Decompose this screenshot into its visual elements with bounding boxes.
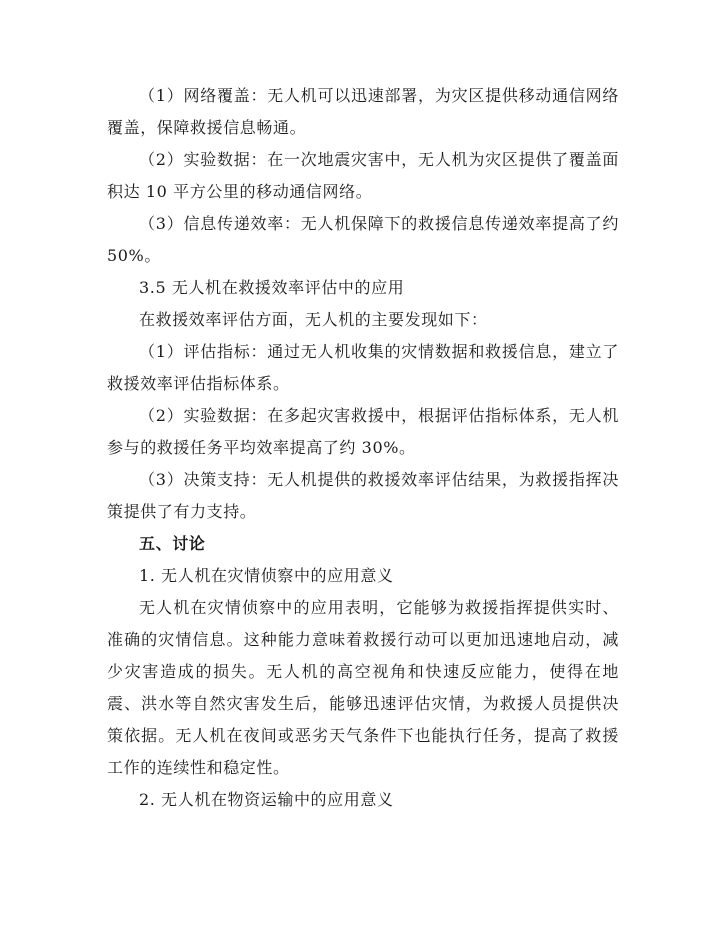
section-heading-discussion: 五、讨论 [139,534,206,553]
subsection-title-material-transport: 2. 无人机在物资运输中的应用意义 [139,790,394,809]
subsection-title-rescue-efficiency: 3.5 无人机在救援效率评估中的应用 [139,278,405,297]
paragraph-network-coverage: （1）网络覆盖：无人机可以迅速部署，为灾区提供移动通信网络覆盖，保障救援信息畅通。 [107,86,619,137]
subsection-title-reconnaissance: 1. 无人机在灾情侦察中的应用意义 [139,566,394,585]
paragraph-evaluation-indicators: （1）评估指标：通过无人机收集的灾情数据和救援信息，建立了救援效率评估指标体系。 [107,342,619,393]
paragraph-experiment-data-coverage: （2）实验数据：在一次地震灾害中，无人机为灾区提供了覆盖面积达 10 平方公里的移动通信网络。 [107,150,619,201]
paragraph-reconnaissance-significance: 无人机在灾情侦察中的应用表明，它能够为救援指挥提供实时、准确的灾情信息。这种能力意味着救援行动可以更加迅速地启动，减少灾害造成的损失。无人机的高空视角和快速反应能力，使得在地震、洪水等自然灾害发生后，能够迅速评估灾情，为救援人员提供决策依据。无人机在夜间或恶劣天气条件下也能执行任务，提高了救援工作的连续性和稳定性。 [107,598,619,777]
paragraph-efficiency-intro: 在救援效率评估方面，无人机的主要发现如下： [139,310,488,329]
paragraph-decision-support: （3）决策支持：无人机提供的救援效率评估结果，为救援指挥决策提供了有力支持。 [107,470,619,521]
document-body [107,80,619,816]
paragraph-experiment-data-efficiency: （2）实验数据：在多起灾害救援中，根据评估指标体系，无人机参与的救援任务平均效率提高了约 30%。 [107,406,619,457]
paragraph-info-efficiency: （3）信息传递效率：无人机保障下的救援信息传递效率提高了约 50%。 [107,214,619,265]
